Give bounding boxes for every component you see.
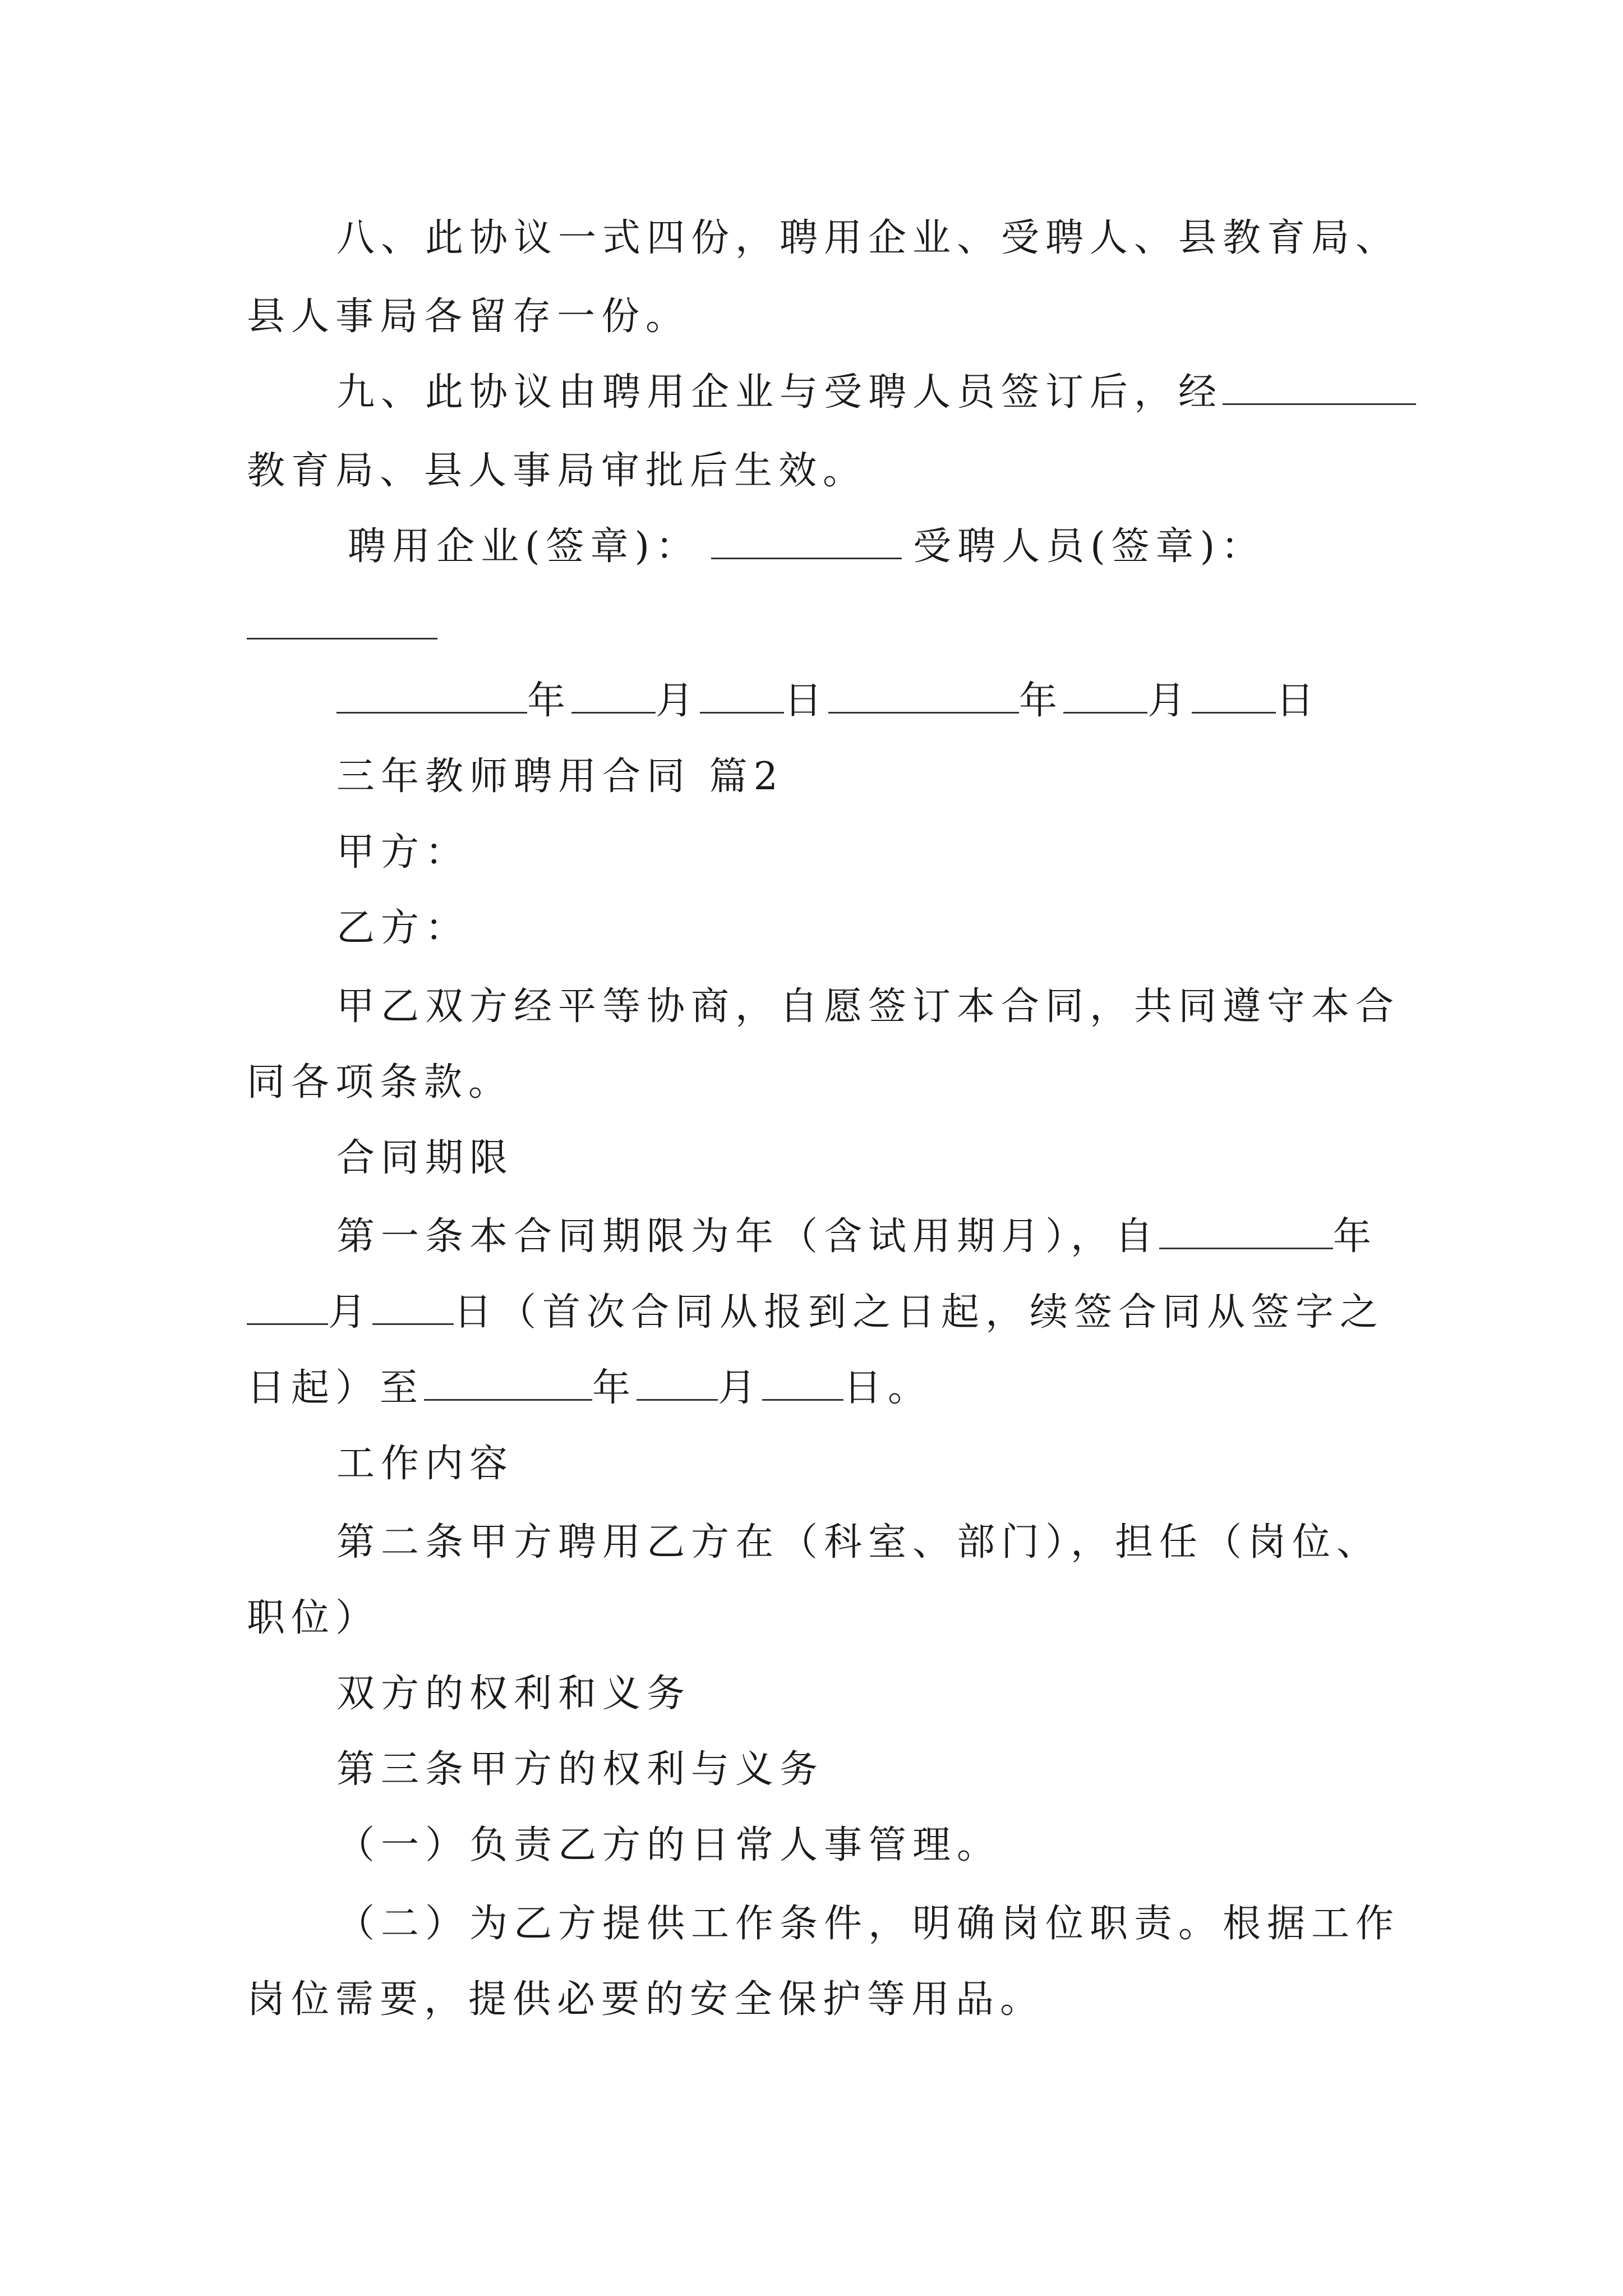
month-label: 月 [718,1366,763,1410]
employee-month-blank [1063,677,1147,714]
signature-row [348,522,1265,572]
article-1-text-3: 日起）至 [247,1366,425,1410]
month-label: 月 [328,1290,373,1335]
work-heading: 工作内容 [336,1442,514,1486]
end-day-blank [762,1364,843,1401]
term-heading: 合同期限 [336,1136,514,1180]
clause-9-line-1 [336,367,1416,418]
article-1-line-3 [247,1363,932,1414]
employee-signature-label: 受聘人员(签章)： [913,524,1266,569]
date-row [336,676,1320,726]
party-a: 甲方： [336,830,470,875]
article-1-text: 第一条本合同期限为年（含试用期月），自 [336,1214,1160,1259]
employer-year-blank [336,677,527,714]
month-label: 月 [1147,679,1192,723]
employer-month-blank [571,677,656,714]
rights-heading: 双方的权利和义务 [336,1672,691,1716]
start-month-blank [247,1289,328,1325]
year-label: 年 [527,679,572,723]
employer-signature-label: 聘用企业(签章)： [348,524,700,569]
employee-signature-blank [247,638,437,639]
article-1-text-2: 日（首次合同从报到之日起，续签合同从签字之 [454,1290,1385,1335]
year-label: 年 [1019,679,1064,723]
party-b: 乙方： [336,906,470,950]
clause-8-line-1: 八、此协议一式四份，聘用企业、受聘人、县教育局、 [336,216,1400,260]
employer-signature-blank [711,523,902,559]
employee-year-blank [828,677,1019,714]
day-label: 日 [1276,679,1321,723]
clause-9-text: 九、此协议由聘用企业与受聘人员签订后，经 [336,370,1223,415]
employer-day-blank [700,677,784,714]
employee-day-blank [1192,677,1276,714]
end-month-blank [637,1364,718,1401]
end-year-blank [424,1364,592,1401]
item-2-line-2: 岗位需要，提供必要的安全保护等用品。 [247,1977,1045,2022]
day-label: 日。 [843,1366,933,1410]
approver-blank [1223,369,1416,405]
day-label: 日 [784,679,829,723]
intro-line-2: 同各项条款。 [247,1060,513,1105]
article-3: 第三条甲方的权利与义务 [336,1747,824,1792]
article-1-line-2 [247,1287,1384,1338]
article-2-line-2: 职位） [247,1596,380,1640]
item-2-line-1: （二）为乙方提供工作条件，明确岗位职责。根据工作 [336,1902,1400,1946]
start-year-blank [1159,1213,1333,1249]
month-label: 月 [656,679,700,723]
start-day-blank [372,1289,454,1325]
year-label: 年 [592,1366,637,1410]
item-1: （一）负责乙方的日常人事管理。 [336,1823,1002,1867]
article-1-line-1 [336,1212,1377,1262]
clause-8-line-2: 县人事局各留存一份。 [247,295,690,339]
contract-2-title: 三年教师聘用合同 篇2 [336,754,784,799]
year-label: 年 [1333,1214,1378,1259]
article-2-line-1: 第二条甲方聘用乙方在（科室、部门），担任（岗位、 [336,1520,1381,1565]
clause-9-line-2: 教育局、县人事局审批后生效。 [247,449,868,493]
intro-line-1: 甲乙双方经平等协商，自愿签订本合同，共同遵守本合 [336,984,1400,1029]
